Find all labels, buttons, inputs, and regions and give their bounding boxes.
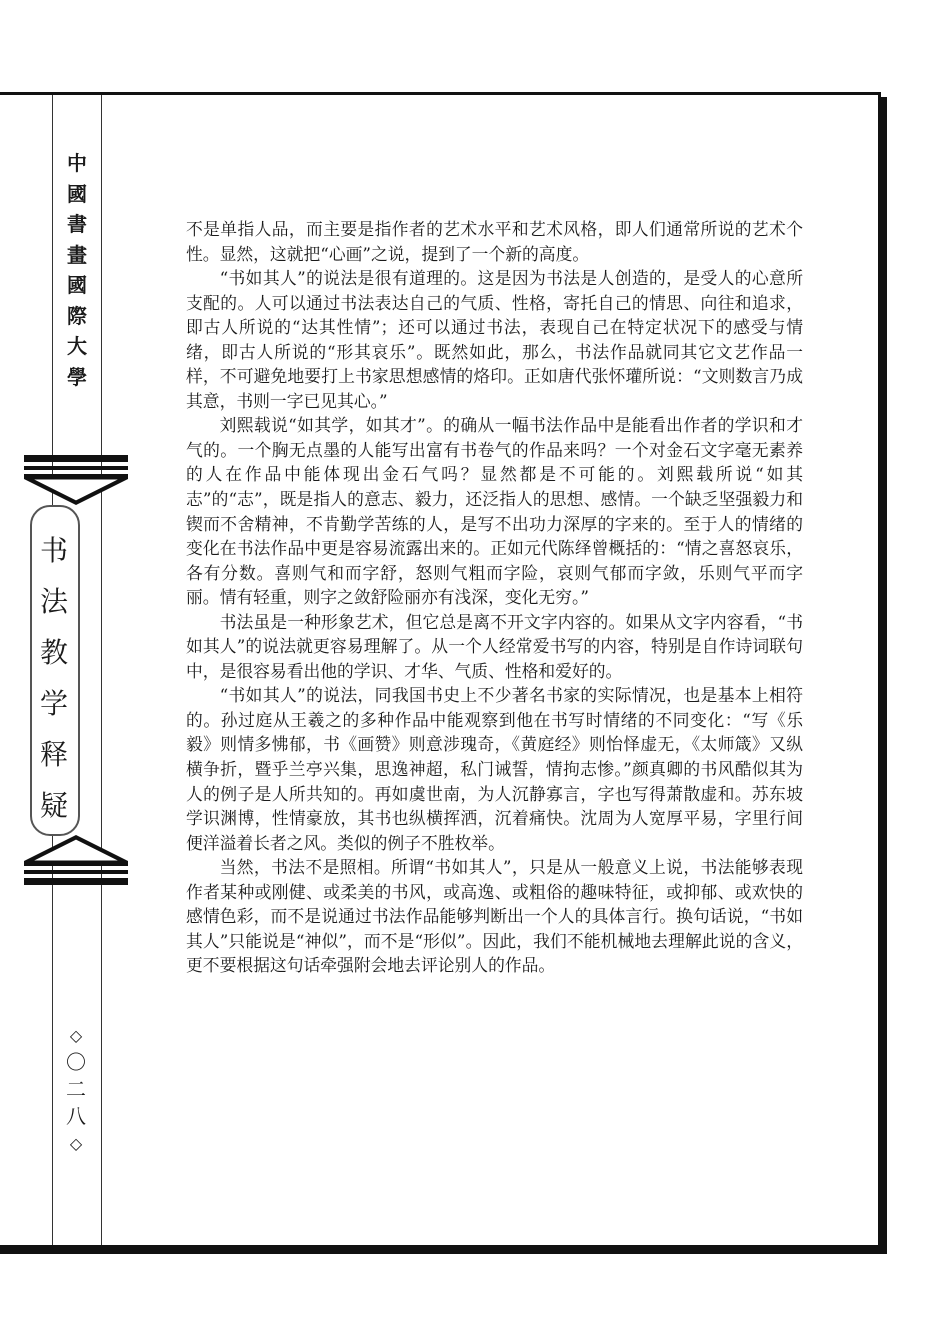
book-title-char: 疑 <box>39 789 68 822</box>
page-number <box>60 1022 92 1157</box>
diamond-icon: ◇ <box>69 1026 83 1045</box>
book-title <box>34 525 74 831</box>
university-char: 國 <box>67 273 87 297</box>
book-title-char: 书 <box>39 534 68 567</box>
page-number-char: 二 <box>66 1077 86 1101</box>
frame-shadow-right <box>881 97 887 1254</box>
book-title-char: 释 <box>39 738 68 771</box>
paragraph: “书如其人”的说法是很有道理的。这是因为书法是人创造的，是受人的心意所支配的。人可以通过书法表达自己的气质、性格，寄托自己的情思、向往和追求，即古人所说的“达其性情”；还可以通过书法，表现自己在特定状况下的感受与情绪，即古人所说的“形其哀乐”。既然如此，那么，书法作品就同其它文艺作品一样，不可避免地要打上书家思想感情的烙印。正如唐代张怀瓘所说：“文则数言乃成其意，书则一字已见其心。” <box>186 268 803 411</box>
body-text <box>186 217 803 978</box>
paragraph: 刘熙载说“如其学，如其才”。的确从一幅书法作品中是能看出作者的学识和才气的。一个胸无点墨的人能写出富有书卷气的作品来吗？一个对金石文字毫无素养的人在作品中能体现出金石气吗？显然都是不可能的。刘熙载所说“如其志”的“志”，既是指人的意志、毅力，还泛指人的思想、感情。一个缺乏坚强毅力和锲而不舍精神，不肯勤学苦练的人，是写不出功力深厚的字来的。至于人的情绪的变化在书法作品中更是容易流露出来的。正如元代陈绎曾概括的：“情之喜怒哀乐，各有分数。喜则气和而字舒，怒则气粗而字险，哀则气郁而字敛，乐则气平而字丽。情有轻重，则字之敛舒险丽亦有浅深，变化无穷。” <box>186 415 803 608</box>
ornament-bar <box>24 870 128 874</box>
page-number-char: 〇 <box>66 1050 86 1074</box>
diamond-icon: ◇ <box>69 1134 83 1153</box>
paragraph: 当然，书法不是照相。所谓“书如其人”，只是从一般意义上说，书法能够表现作者某种或刚健、或柔美的书风，或高逸、或粗俗的趣味特征，或抑郁、或欢快的感情色彩，而不是说通过书法作品能够判断出一个人的具体言行。换句话说，“书如其人”只能说是“神似”，而不是“形似”。因此，我们不能机械地去理解此说的含义，更不要根据这句话牵强附会地去评论别人的作品。 <box>186 857 803 976</box>
university-name <box>60 148 94 392</box>
book-title-char: 法 <box>39 585 68 618</box>
university-char: 國 <box>67 181 87 206</box>
book-title-char: 学 <box>39 687 68 720</box>
ornament-bar <box>24 878 128 885</box>
university-char: 書 <box>67 212 87 236</box>
university-char: 中 <box>67 151 87 175</box>
university-char: 學 <box>67 364 87 389</box>
university-char: 畫 <box>67 242 87 267</box>
frame-shadow-bottom <box>0 1248 887 1254</box>
book-title-char: 教 <box>39 636 68 669</box>
paragraph: “书如其人”的说法，同我国书史上不少著名书家的实际情况，也是基本上相符的。孙过庭从王羲之的多种作品中能观察到他在书写时情绪的不同变化：“写《乐毅》则情多怫郁，书《画赞》则意涉瑰奇，《黄庭经》则怡怿虚无，《太师箴》又纵横争折，暨乎兰亭兴集，思逸神超，私门诫誓，情拘志惨。”颜真卿的书风酷似其为人的例子是人所共知的。再如虞世南，为人沉静寡言，字也写得萧散虚和。苏东坡学识渊博，性情豪放，其书也纵横挥洒，沉着痛快。沈周为人宽厚平易，字里行间便洋溢着长者之风。类似的例子不胜枚举。 <box>186 685 803 853</box>
university-char: 大 <box>67 334 87 358</box>
paragraph: 书法虽是一种形象艺术，但它总是离不开文字内容的。如果从文字内容看，“书如其人”的说法就更容易理解了。从一个人经常爱书写的内容，特别是自作诗词联句中，是很容易看出他的学识、才华、气质、性格和爱好的。 <box>186 611 803 681</box>
page-number-char: 八 <box>66 1104 86 1128</box>
university-char: 際 <box>67 303 87 328</box>
paragraph: 不是单指人品，而主要是指作者的艺术水平和艺术风格，即人们通常所说的艺术个性。显然，这就把“心画”之说，提到了一个新的高度。 <box>186 219 803 264</box>
